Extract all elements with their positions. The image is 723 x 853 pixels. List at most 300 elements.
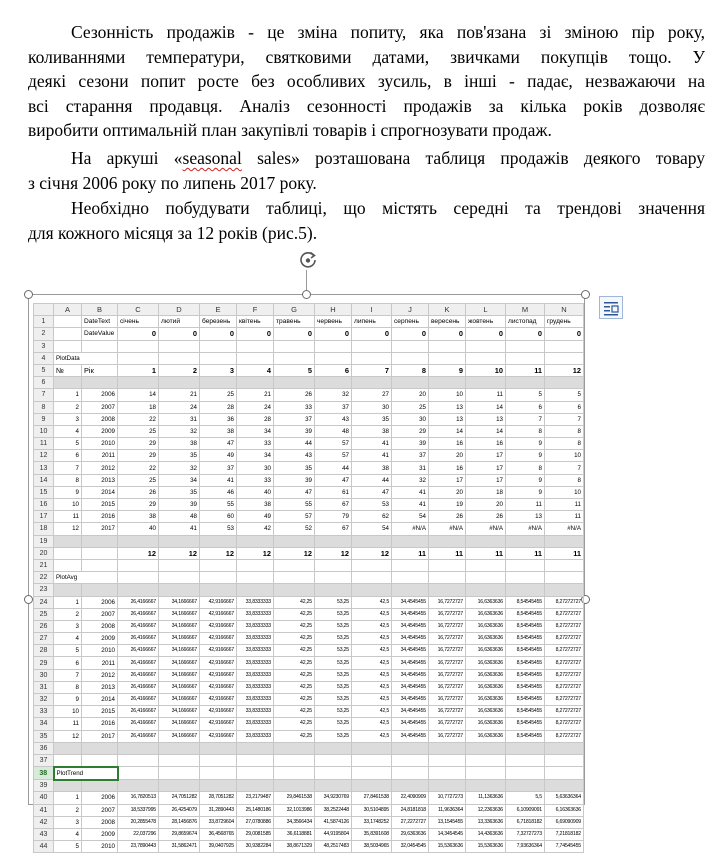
resize-handle[interactable] <box>302 290 311 299</box>
sales-value: 30 <box>237 462 274 474</box>
sales-value: 25 <box>118 425 159 437</box>
empty-cell <box>466 742 506 754</box>
empty-cell <box>429 559 466 571</box>
row-index: 11 <box>54 718 82 730</box>
sales-value: 8 <box>545 438 584 450</box>
empty-cell <box>159 742 200 754</box>
empty-cell <box>274 754 315 766</box>
trend-value: 26,4254079 <box>159 804 200 816</box>
empty-cell <box>392 780 429 792</box>
empty-cell <box>54 377 82 389</box>
average-value: 8,27272727 <box>545 706 584 718</box>
sales-value: 22 <box>118 462 159 474</box>
average-value: 33,8333333 <box>237 657 274 669</box>
average-value: 8,54545455 <box>506 718 545 730</box>
average-value: 8,27272727 <box>545 730 584 742</box>
average-value: 34,4545455 <box>392 706 429 718</box>
row-index: 7 <box>54 669 82 681</box>
row-number: 21 <box>34 559 54 571</box>
sheet-row <box>34 474 584 486</box>
empty-cell <box>237 377 274 389</box>
empty-cell <box>274 559 315 571</box>
sheet-row <box>34 572 584 584</box>
sheet-row <box>34 377 584 389</box>
trend-value: 18,5337995 <box>118 804 159 816</box>
empty-cell <box>506 572 545 584</box>
spelling-flagged-word[interactable]: seasonal <box>182 148 242 168</box>
trend-value: 11,9636364 <box>429 804 466 816</box>
trend-value: 24,8181818 <box>392 804 429 816</box>
sales-value: 9 <box>506 438 545 450</box>
trend-value: 11,1363636 <box>466 792 506 804</box>
empty-cell <box>159 584 200 596</box>
sales-value: 7 <box>545 462 584 474</box>
sales-value: 10 <box>545 486 584 498</box>
sales-value: 18 <box>466 486 506 498</box>
paragraph-line: для кожного місяця за 12 років (рис.5). <box>28 222 318 243</box>
year-header: Рік <box>82 364 118 376</box>
trend-value: 38,8671329 <box>274 841 315 853</box>
year-value: 2013 <box>82 681 118 693</box>
date-value: 0 <box>466 328 506 340</box>
trend-value: 22,037296 <box>118 828 159 840</box>
empty-cell <box>54 754 82 766</box>
sales-value: 47 <box>274 486 315 498</box>
empty-cell <box>118 742 159 754</box>
row-number: 29 <box>34 657 54 669</box>
year-value: 2008 <box>82 620 118 632</box>
empty-cell <box>545 535 584 547</box>
empty-cell <box>392 584 429 596</box>
sales-value: 57 <box>315 450 352 462</box>
average-value: 33,8333333 <box>237 608 274 620</box>
year-value: 2007 <box>82 804 118 816</box>
year-value: 2009 <box>82 633 118 645</box>
row-index: 11 <box>54 511 82 523</box>
sales-value: 46 <box>200 486 237 498</box>
row-number: 40 <box>34 792 54 804</box>
month-number: 1 <box>118 364 159 376</box>
empty-cell <box>506 535 545 547</box>
sheet-row <box>34 742 584 754</box>
row-number: 28 <box>34 645 54 657</box>
sheet-row <box>34 706 584 718</box>
empty-cell <box>82 559 118 571</box>
column-header: M <box>506 304 545 316</box>
row-number: 20 <box>34 547 54 559</box>
sales-value: 33 <box>274 401 315 413</box>
empty-cell <box>545 559 584 571</box>
row-number: 11 <box>34 438 54 450</box>
row-index: 4 <box>54 828 82 840</box>
average-value: 33,8333333 <box>237 645 274 657</box>
sales-value: 14 <box>466 401 506 413</box>
average-value: 53,25 <box>315 706 352 718</box>
paragraph-line: з січня 2006 року по липень 2017 року. <box>28 172 317 193</box>
average-value: 53,25 <box>315 694 352 706</box>
empty-cell <box>237 584 274 596</box>
row-number: 1 <box>34 316 54 328</box>
average-value: 42,25 <box>274 681 315 693</box>
trend-value: 15,5363636 <box>466 841 506 853</box>
average-value: 16,7272727 <box>429 657 466 669</box>
empty-cell <box>352 780 392 792</box>
trend-value: 6,71818182 <box>506 816 545 828</box>
trend-value: 29,0081585 <box>237 828 274 840</box>
sheet-row <box>34 804 584 816</box>
sales-value: 18 <box>118 401 159 413</box>
sales-value: #N/A <box>392 523 429 535</box>
sheet-row <box>34 828 584 840</box>
date-value: 0 <box>392 328 429 340</box>
row-index: 8 <box>54 681 82 693</box>
empty-cell <box>545 754 584 766</box>
sales-value: 38 <box>200 425 237 437</box>
trend-value: 6,16363636 <box>545 804 584 816</box>
empty-cell <box>466 377 506 389</box>
resize-handle[interactable] <box>581 290 590 299</box>
row-number: 38 <box>34 767 54 780</box>
row-number: 7 <box>34 389 54 401</box>
average-value: 42,5 <box>352 633 392 645</box>
sales-value: 30 <box>392 413 429 425</box>
month-number: 4 <box>237 364 274 376</box>
empty-cell <box>392 377 429 389</box>
average-value: 16,6363636 <box>466 633 506 645</box>
sales-value: 26 <box>429 511 466 523</box>
count-value: 12 <box>315 547 352 559</box>
row-number: 24 <box>34 596 54 608</box>
sales-value: 26 <box>466 511 506 523</box>
sales-value: 61 <box>315 486 352 498</box>
paragraph-line: Необхідно побудувати таблиці, що містять середні та трендові значення <box>71 198 705 218</box>
average-value: 42,9166667 <box>200 657 237 669</box>
sales-value: 29 <box>392 425 429 437</box>
sheet-row <box>34 608 584 620</box>
trend-value: 10,7727273 <box>429 792 466 804</box>
sales-value: 39 <box>274 425 315 437</box>
sales-value: 5 <box>506 389 545 401</box>
average-value: 16,7272727 <box>429 645 466 657</box>
row-number: 4 <box>34 352 54 364</box>
sales-value: 10 <box>545 450 584 462</box>
average-value: 42,9166667 <box>200 645 237 657</box>
column-header: H <box>315 304 352 316</box>
sales-value: 14 <box>118 389 159 401</box>
sales-value: 53 <box>352 499 392 511</box>
average-value: 33,8333333 <box>237 706 274 718</box>
empty-cell <box>315 572 352 584</box>
empty-cell <box>159 754 200 766</box>
year-value: 2010 <box>82 438 118 450</box>
trend-value: 36,6118881 <box>274 828 315 840</box>
paragraph-line: деякі сезони попит росте без особливих зусиль, в інші - падає, незважаючи на <box>28 71 705 91</box>
date-value: 0 <box>200 328 237 340</box>
sheet-row <box>34 413 584 425</box>
sheet-row <box>34 596 584 608</box>
empty-cell <box>200 535 237 547</box>
trend-value: 16,7820513 <box>118 792 159 804</box>
row-index: 12 <box>54 730 82 742</box>
rotate-handle-stem <box>306 270 307 290</box>
column-header: K <box>429 304 466 316</box>
rotate-handle-icon[interactable] <box>297 249 319 271</box>
date-text-label: DateText <box>82 316 118 328</box>
average-value: 8,54545455 <box>506 596 545 608</box>
column-header: G <box>274 304 315 316</box>
month-number: 12 <box>545 364 584 376</box>
sales-value: 34 <box>237 450 274 462</box>
average-value: 33,8333333 <box>237 596 274 608</box>
count-value: 11 <box>429 547 466 559</box>
empty-cell <box>118 340 159 352</box>
trend-value: 27,8461538 <box>352 792 392 804</box>
empty-cell <box>54 584 82 596</box>
date-value: 0 <box>315 328 352 340</box>
empty-cell <box>315 584 352 596</box>
sales-value: #N/A <box>545 523 584 535</box>
empty-cell <box>506 742 545 754</box>
trend-value: 23,7890443 <box>118 841 159 853</box>
empty-cell <box>315 340 352 352</box>
sales-value: 53 <box>200 523 237 535</box>
average-value: 53,25 <box>315 596 352 608</box>
average-value: 34,4545455 <box>392 681 429 693</box>
sales-value: 38 <box>352 462 392 474</box>
sales-value: 14 <box>466 425 506 437</box>
empty-cell <box>274 780 315 792</box>
sales-value: 67 <box>315 499 352 511</box>
sales-value: 8 <box>506 462 545 474</box>
column-header: E <box>200 304 237 316</box>
average-value: 42,5 <box>352 730 392 742</box>
average-value: 16,6363636 <box>466 694 506 706</box>
average-value: 34,1666667 <box>159 718 200 730</box>
empty-cell <box>506 352 545 364</box>
average-value: 34,1666667 <box>159 645 200 657</box>
average-value: 33,8333333 <box>237 718 274 730</box>
sales-value: 13 <box>506 511 545 523</box>
month-number: 11 <box>506 364 545 376</box>
average-value: 16,6363636 <box>466 706 506 718</box>
trend-value: 7,21818182 <box>545 828 584 840</box>
year-value: 2014 <box>82 486 118 498</box>
sheet-row <box>34 841 584 853</box>
empty-cell <box>466 780 506 792</box>
sales-value: 21 <box>159 389 200 401</box>
row-number: 13 <box>34 462 54 474</box>
average-value: 8,27272727 <box>545 694 584 706</box>
empty-cell <box>506 767 545 780</box>
row-number: 44 <box>34 841 54 853</box>
empty-cell <box>274 572 315 584</box>
resize-handle[interactable] <box>24 290 33 299</box>
count-value: 12 <box>352 547 392 559</box>
average-value: 53,25 <box>315 681 352 693</box>
sales-value: 11 <box>545 511 584 523</box>
row-index: 6 <box>54 657 82 669</box>
average-value: 8,27272727 <box>545 669 584 681</box>
empty-cell <box>506 340 545 352</box>
average-value: 42,9166667 <box>200 596 237 608</box>
empty-cell <box>315 754 352 766</box>
trend-value: 34,3566434 <box>274 816 315 828</box>
empty-cell <box>237 572 274 584</box>
sales-value: 25 <box>392 401 429 413</box>
month-name: травень <box>274 316 315 328</box>
average-value: 8,27272727 <box>545 657 584 669</box>
sales-value: 43 <box>274 450 315 462</box>
average-value: 8,27272727 <box>545 681 584 693</box>
sales-value: 28 <box>237 413 274 425</box>
empty-cell <box>506 754 545 766</box>
empty-cell <box>82 780 118 792</box>
sheet-row <box>34 352 584 364</box>
sales-value: 39 <box>274 474 315 486</box>
sales-value: 16 <box>429 438 466 450</box>
month-name: квітень <box>237 316 274 328</box>
average-value: 26,4166667 <box>118 633 159 645</box>
empty-cell <box>200 559 237 571</box>
average-value: 53,25 <box>315 645 352 657</box>
sales-value: 31 <box>392 462 429 474</box>
month-number: 2 <box>159 364 200 376</box>
empty-cell <box>466 572 506 584</box>
year-value: 2009 <box>82 828 118 840</box>
empty-cell <box>506 584 545 596</box>
sales-value: 35 <box>159 450 200 462</box>
sales-value: 55 <box>274 499 315 511</box>
average-value: 42,5 <box>352 645 392 657</box>
average-value: 34,1666667 <box>159 657 200 669</box>
sales-value: 32 <box>159 462 200 474</box>
average-value: 16,7272727 <box>429 718 466 730</box>
average-value: 16,7272727 <box>429 730 466 742</box>
month-number: 8 <box>392 364 429 376</box>
empty-cell <box>200 754 237 766</box>
month-name: березень <box>200 316 237 328</box>
average-value: 53,25 <box>315 608 352 620</box>
sales-value: 44 <box>274 438 315 450</box>
number-header: № <box>54 364 82 376</box>
trend-value: 13,3363636 <box>466 816 506 828</box>
sales-value: 54 <box>352 523 392 535</box>
count-value: 11 <box>392 547 429 559</box>
row-number: 31 <box>34 681 54 693</box>
row-number: 17 <box>34 511 54 523</box>
month-name: січень <box>118 316 159 328</box>
empty-cell <box>159 780 200 792</box>
sales-value: 9 <box>506 486 545 498</box>
sales-value: 62 <box>352 511 392 523</box>
row-number: 35 <box>34 730 54 742</box>
empty-cell <box>545 584 584 596</box>
trend-value: 28,1456876 <box>159 816 200 828</box>
spreadsheet-grid <box>33 303 584 853</box>
average-value: 42,25 <box>274 608 315 620</box>
empty-cell <box>237 340 274 352</box>
empty-cell <box>315 742 352 754</box>
empty-cell <box>159 352 200 364</box>
row-index: 4 <box>54 633 82 645</box>
empty-cell <box>200 340 237 352</box>
layout-options-icon[interactable] <box>599 296 623 319</box>
trend-value: 31,5862471 <box>159 841 200 853</box>
spreadsheet-figure <box>33 303 583 851</box>
column-header: F <box>237 304 274 316</box>
sheet-row <box>34 486 584 498</box>
column-header: A <box>54 304 82 316</box>
date-value: 0 <box>274 328 315 340</box>
year-value: 2007 <box>82 401 118 413</box>
year-value: 2011 <box>82 657 118 669</box>
count-value: 11 <box>466 547 506 559</box>
empty-cell <box>118 754 159 766</box>
sales-value: 7 <box>506 413 545 425</box>
empty-cell <box>274 352 315 364</box>
average-value: 26,4166667 <box>118 645 159 657</box>
average-value: 34,1666667 <box>159 694 200 706</box>
average-value: 42,5 <box>352 718 392 730</box>
trend-value: 6,10909091 <box>506 804 545 816</box>
sales-value: 47 <box>200 438 237 450</box>
sales-value: 7 <box>545 413 584 425</box>
count-value: 12 <box>237 547 274 559</box>
empty-cell <box>392 754 429 766</box>
count-value: 12 <box>159 547 200 559</box>
sales-value: 16 <box>429 462 466 474</box>
average-value: 33,8333333 <box>237 633 274 645</box>
empty-cell <box>237 767 274 780</box>
empty-cell <box>274 584 315 596</box>
trend-value: 27,2272727 <box>392 816 429 828</box>
year-value: 2013 <box>82 474 118 486</box>
sales-value: 48 <box>315 425 352 437</box>
average-value: 16,6363636 <box>466 657 506 669</box>
trend-value: 36,4568765 <box>200 828 237 840</box>
row-index: 2 <box>54 804 82 816</box>
sales-value: 49 <box>237 511 274 523</box>
average-value: 8,27272727 <box>545 596 584 608</box>
empty-cell <box>429 340 466 352</box>
empty-cell <box>200 742 237 754</box>
average-value: 26,4166667 <box>118 596 159 608</box>
trend-value: 5,5 <box>506 792 545 804</box>
trend-value: 29,6363636 <box>392 828 429 840</box>
sheet-row <box>34 657 584 669</box>
empty-cell <box>118 559 159 571</box>
empty-cell <box>274 767 315 780</box>
trend-value: 23,2179487 <box>237 792 274 804</box>
sales-value: 41 <box>352 438 392 450</box>
empty-cell <box>352 584 392 596</box>
row-number: 9 <box>34 413 54 425</box>
empty-cell <box>315 535 352 547</box>
empty-cell <box>352 767 392 780</box>
row-number: 41 <box>34 804 54 816</box>
row-index: 3 <box>54 620 82 632</box>
empty-cell <box>118 535 159 547</box>
trend-value: 38,2522448 <box>315 804 352 816</box>
sales-value: 43 <box>315 413 352 425</box>
resize-handle[interactable] <box>24 595 33 604</box>
column-header: N <box>545 304 584 316</box>
empty-cell <box>352 559 392 571</box>
trend-value: 29,8659674 <box>159 828 200 840</box>
paragraph-line: всі старання продавця. Аналіз сезонності продажів за кілька років дозволяє <box>28 95 705 116</box>
paragraph-line: коливаннями температури, святковими датами, звичками покупців тощо. У <box>28 46 705 67</box>
sales-value: 34 <box>159 474 200 486</box>
